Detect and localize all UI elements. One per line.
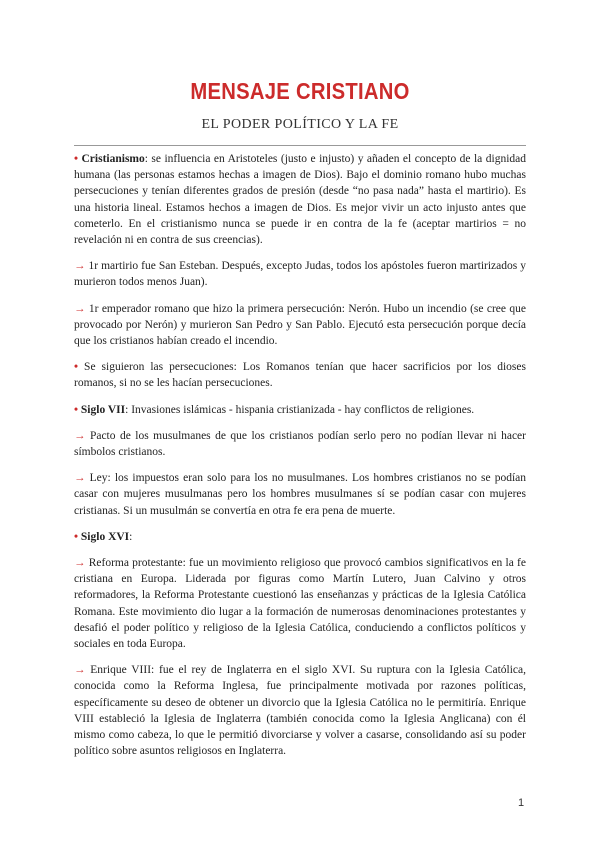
paragraph-persecuciones bbox=[74, 359, 526, 391]
bullet-icon: • bbox=[74, 153, 79, 165]
arrow-icon: → bbox=[74, 472, 86, 485]
arrow-icon: → bbox=[74, 557, 86, 570]
document-title: MENSAJE CRISTIANO bbox=[190, 78, 410, 104]
paragraph-reforma-protestante bbox=[74, 555, 526, 652]
paragraph-text: Reforma protestante: fue un movimiento religioso que provocó cambios significativos en la fe cristiana en Europa. Liderada por figuras como Martín Lutero, Juan Calvino y otros reformadores, la Reforma Protestante cuestionó las enseñanzas y prácticas de la Iglesia Católica Romana. Este movimiento dio lugar a la formación de numerosas denominaciones protestantes y desafió el poder político y religioso de la Iglesia Católica, conduciendo a conflictos políticos y sociales en toda Europa. bbox=[74, 557, 526, 651]
paragraph-text: : Invasiones islámicas - hispania cristianizada - hay conflictos de religiones. bbox=[125, 403, 475, 416]
paragraph-primer-martirio bbox=[74, 258, 526, 290]
paragraph-heading: Siglo VII bbox=[80, 403, 126, 416]
paragraph-siglo-vii bbox=[74, 402, 526, 418]
paragraph-enrique-viii bbox=[74, 662, 526, 759]
title-divider bbox=[74, 145, 526, 146]
paragraph-text: Ley: los impuestos eran solo para los no musulmanes. Los hombres cristianos no se podían casar con mujeres musulmanas pero los hombres musulmanes sí se podían casar con mujeres cristianas. Si un musulmán se convertía en otra fe era pena de muerte. bbox=[74, 472, 526, 517]
paragraph-text: Enrique VIII: fue el rey de Inglaterra en el siglo XVI. Su ruptura con la Iglesia Católica, conocida como la Reforma Inglesa, fue principalmente motivada por razones políticas, específicamente su deseo de obtener un divorcio que la Iglesia Católica no le permitiría. Enrique VIII estableció la Iglesia de Inglaterra (también conocida como la Iglesia Anglicana) con él mismo como cabeza, lo que le permitió divorciarse y volver a casarse, consolidando así su poder político sobre asuntos religiosos en Inglaterra. bbox=[74, 664, 526, 758]
document-subtitle: EL PODER POLÍTICO Y LA FE bbox=[201, 117, 399, 132]
bullet-icon: • bbox=[74, 530, 79, 543]
paragraph-pacto bbox=[74, 428, 526, 460]
arrow-icon: → bbox=[74, 429, 86, 442]
arrow-icon: → bbox=[74, 664, 86, 677]
arrow-icon: → bbox=[74, 260, 86, 273]
bullet-icon: • bbox=[74, 361, 79, 374]
bullet-icon: • bbox=[74, 403, 79, 416]
paragraph-cristianismo bbox=[74, 151, 526, 248]
paragraph-text: 1r emperador romano que hizo la primera persecución: Nerón. Hubo un incendio (se cree que provocado por Nerón) y murieron San Pedro y San Pablo. Ejecutó esta persecución porque decía que los cristianos habían creado el incendio. bbox=[74, 302, 526, 348]
paragraph-neron bbox=[74, 301, 526, 350]
paragraph-heading: Siglo XVI bbox=[80, 530, 130, 543]
paragraph-heading: Cristianismo bbox=[81, 153, 145, 165]
paragraph-text: Se siguieron las persecuciones: Los Romanos tenían que hacer sacrificios por los dioses romanos, si no se les hacían persecuciones. bbox=[74, 361, 526, 390]
paragraph-text: 1r martirio fue San Esteban. Después, excepto Judas, todos los apóstoles fueron martirizados y murieron todos menos Juan). bbox=[74, 260, 526, 289]
paragraph-text: : se influencia en Aristoteles (justo e injusto) y añaden el concepto de la dignidad humana (las personas estamos hechas a imagen de Dios). Bajo el dominio romano hubo muchas persecuciones y tenían diferentes grados de presión (desde “no pasa nada” hasta el martirio). Es una historia lineal. Estamos hechos a imagen de Dios. Es mejor vivir un acto injusto antes que cometerlo. En el cristianismo nunca se puede ir en contra de la fe (aceptar martirios = no revelación ni en contra de sus creencias). bbox=[74, 153, 526, 247]
paragraph-siglo-xvi bbox=[74, 529, 526, 545]
paragraph-text: Pacto de los musulmanes de que los cristianos podían serlo pero no podían llevar ni hacer símbolos cristianos. bbox=[74, 429, 526, 459]
paragraph-ley bbox=[74, 470, 526, 519]
page-number: 1 bbox=[518, 797, 525, 809]
arrow-icon: → bbox=[74, 302, 86, 315]
document-body bbox=[74, 151, 526, 770]
paragraph-text: : bbox=[129, 530, 133, 543]
